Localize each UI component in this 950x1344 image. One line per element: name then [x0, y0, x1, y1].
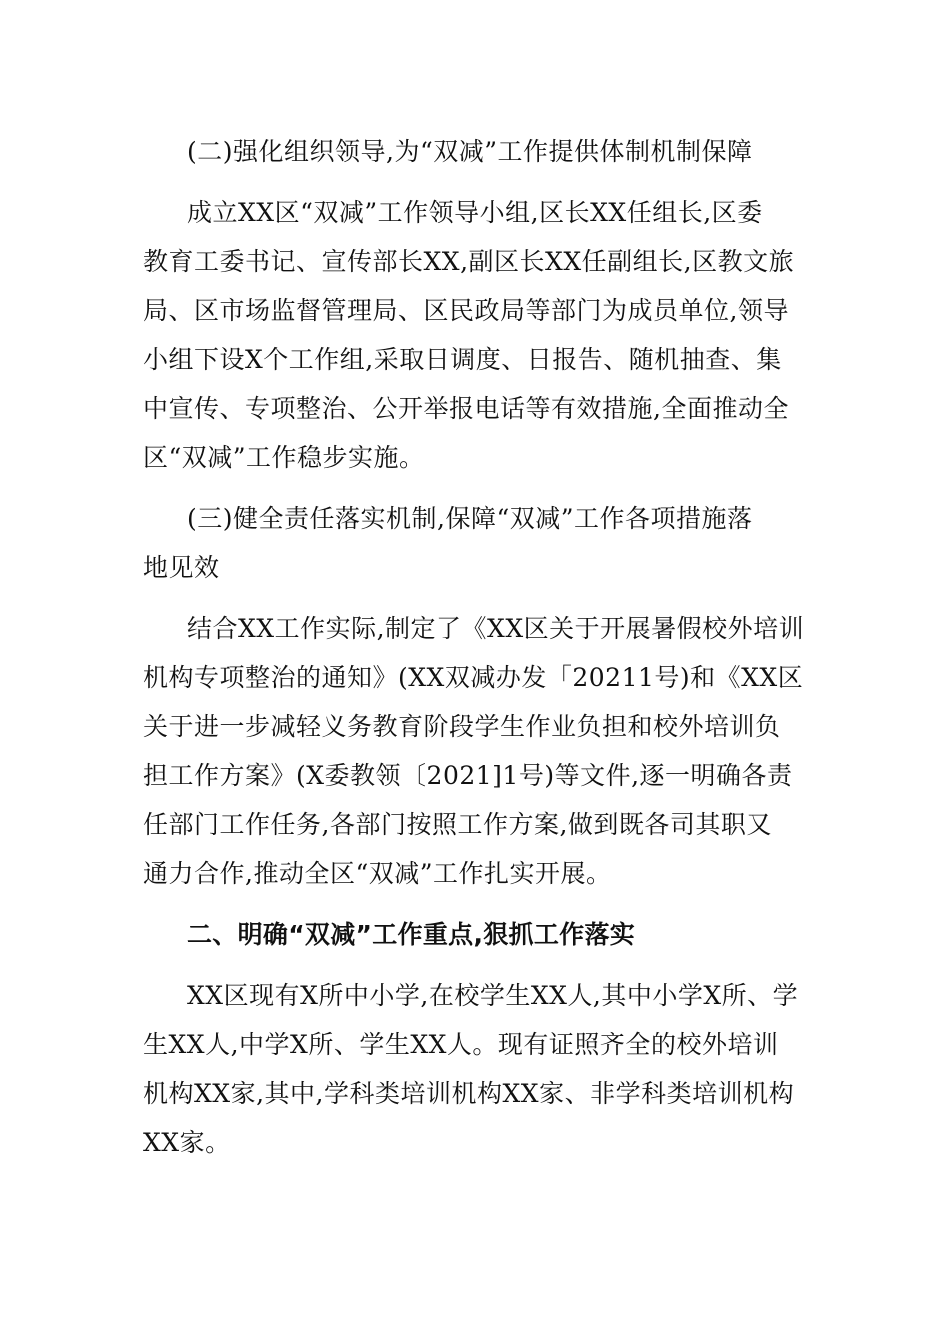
paragraph-line: 中宣传、专项整治、公开举报电话等有效措施,全面推动全	[143, 394, 789, 423]
paragraph-line: 机构专项整治的通知》(XX双减办发「20211号)和《XX区	[143, 663, 804, 692]
paragraph-line: 区“双减”工作稳步实施。	[143, 443, 425, 472]
paragraph-line: XX区现有X所中小学,在校学生XX人,其中小学X所、学	[187, 981, 799, 1010]
paragraph-line: 教育工委书记、宣传部长XX,副区长XX任副组长,区教文旅	[143, 247, 795, 276]
paragraph-line: 局、区市场监督管理局、区民政局等部门为成员单位,领导	[143, 296, 789, 325]
paragraph-line: 通力合作,推动全区“双减”工作扎实开展。	[143, 859, 612, 888]
paragraph-line: XX家。	[143, 1128, 231, 1157]
part-heading-2: 二、明确“双减”工作重点,狠抓工作落实	[187, 920, 636, 949]
paragraph-line: 成立XX区“双减”工作领导小组,区长XX任组长,区委	[187, 198, 763, 227]
paragraph-line: 小组下设X个工作组,采取日调度、日报告、随机抽查、集	[143, 345, 782, 374]
paragraph-line: 机构XX家,其中,学科类培训机构XX家、非学科类培训机构	[143, 1079, 795, 1108]
paragraph-line: 结合XX工作实际,制定了《XX区关于开展暑假校外培训	[187, 614, 805, 643]
section-heading-2: (二)强化组织领导,为“双减”工作提供体制机制保障	[187, 137, 753, 166]
paragraph-line: 生XX人,中学X所、学生XX人。现有证照齐全的校外培训	[143, 1030, 779, 1059]
paragraph-line: 任部门工作任务,各部门按照工作方案,做到既各司其职又	[143, 810, 772, 839]
section-heading-3: (三)健全责任落实机制,保障“双减”工作各项措施落	[187, 504, 753, 533]
paragraph-line: 担工作方案》(X委教领〔2021]1号)等文件,逐一明确各责	[143, 761, 793, 790]
paragraph-line: 关于进一步减轻义务教育阶段学生作业负担和校外培训负	[143, 712, 781, 741]
section-heading-3-continued: 地见效	[143, 553, 220, 582]
